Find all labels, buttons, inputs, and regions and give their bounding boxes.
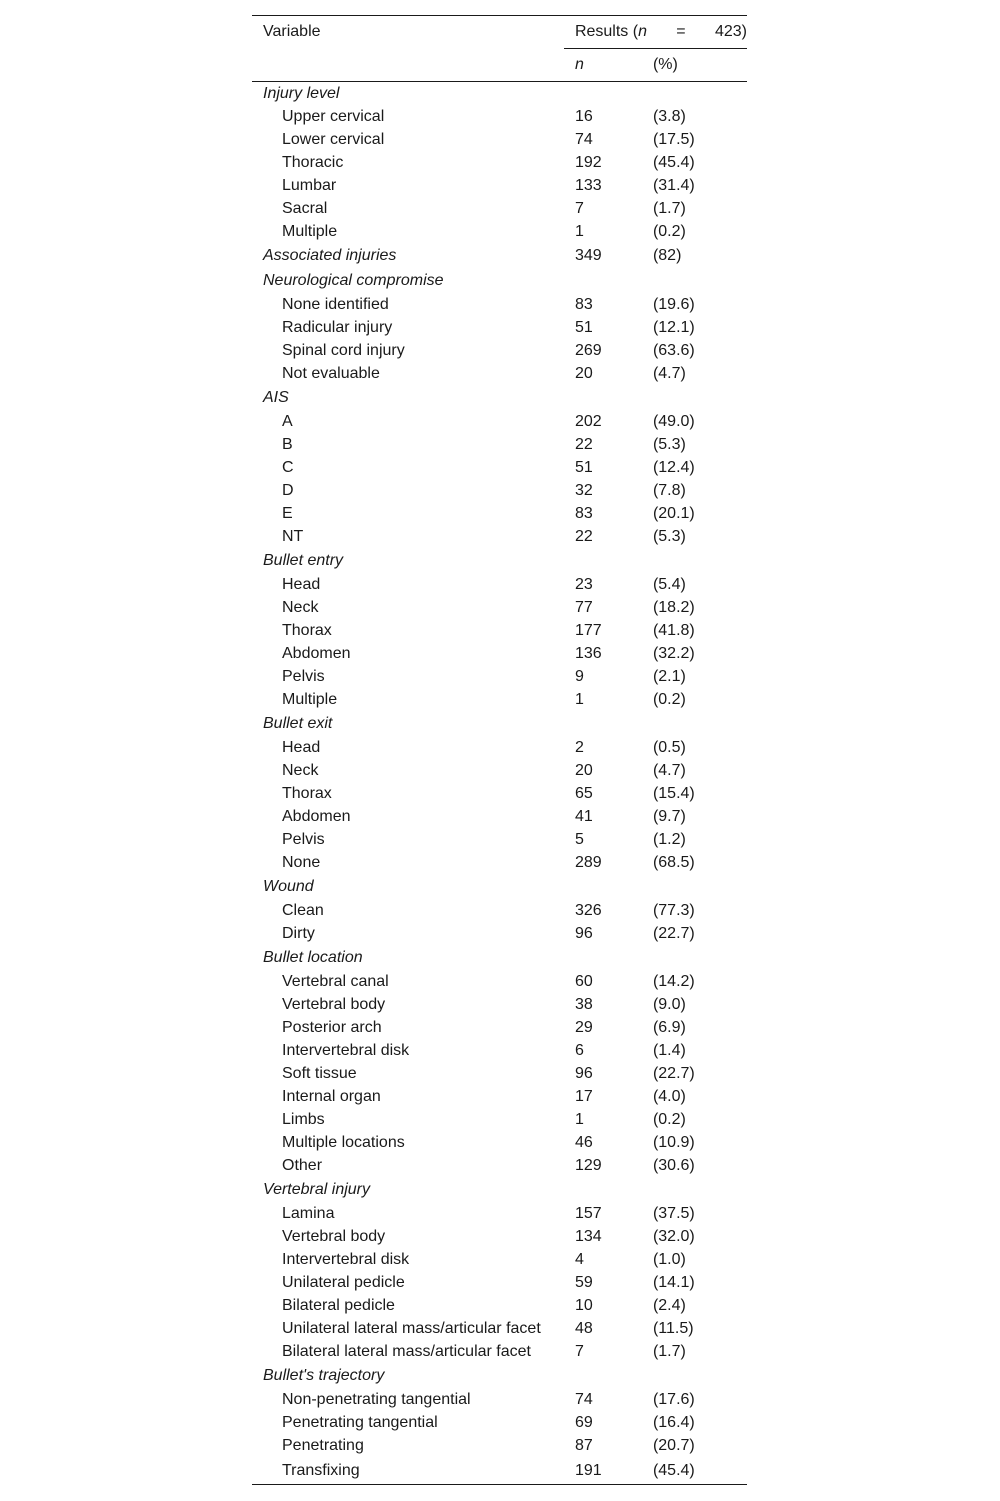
- n-value: 51: [574, 459, 593, 476]
- row-label: Clean: [282, 902, 324, 919]
- row-label: Thoracic: [282, 154, 344, 171]
- category-row: [252, 1178, 747, 1203]
- table-row: [252, 411, 747, 434]
- n-value: [564, 875, 653, 900]
- table-row: [252, 152, 747, 175]
- n-value: 2: [574, 739, 584, 756]
- table-row: [252, 1017, 747, 1040]
- pct-value: (20.1): [652, 505, 695, 522]
- row-label: None: [282, 854, 321, 871]
- table-row: [252, 1086, 747, 1109]
- table-row: [252, 1226, 747, 1249]
- pct-value: (12.1): [652, 319, 695, 336]
- table-row: [252, 1295, 747, 1318]
- n-value: 4: [574, 1251, 584, 1268]
- n-value: [564, 946, 653, 971]
- table-row: [252, 574, 747, 597]
- n-value: 32: [574, 482, 593, 499]
- row-label: Radicular injury: [282, 319, 393, 336]
- category-row: [252, 946, 747, 971]
- n-value: 74: [574, 1391, 593, 1408]
- row-label: Unilateral lateral mass/articular facet: [282, 1320, 541, 1337]
- pct-value: [653, 946, 747, 971]
- table-row: [252, 294, 747, 317]
- table-row: [252, 457, 747, 480]
- pct-value: (4.7): [652, 762, 686, 779]
- pct-value: (22.7): [652, 1065, 695, 1082]
- row-label: Bilateral pedicle: [282, 1297, 395, 1314]
- n-value: [564, 712, 653, 737]
- row-label: NT: [282, 528, 304, 545]
- pct-value: [653, 386, 747, 411]
- pct-value: (19.6): [652, 296, 695, 313]
- row-label: Unilateral pedicle: [282, 1274, 405, 1291]
- pct-value: (0.2): [652, 223, 686, 240]
- pct-value: (15.4): [652, 785, 695, 802]
- pct-value: (10.9): [652, 1134, 695, 1151]
- n-value: [564, 269, 653, 294]
- n-value: [564, 386, 653, 411]
- n-value: 17: [574, 1088, 593, 1105]
- table-row: [252, 1155, 747, 1178]
- n-value: 41: [574, 808, 593, 825]
- row-label: D: [282, 482, 294, 499]
- pct-value: (1.2): [652, 831, 686, 848]
- n-value: 136: [574, 645, 602, 662]
- results-table: [252, 15, 747, 1485]
- table-row: [252, 1389, 747, 1412]
- table-row: [252, 1249, 747, 1272]
- category-row: [252, 269, 747, 294]
- table-row: [252, 198, 747, 221]
- n-value: [564, 549, 653, 574]
- pct-value: [653, 82, 747, 106]
- pct-value: (6.9): [652, 1019, 686, 1036]
- row-label: Lower cervical: [282, 131, 385, 148]
- pct-value: (37.5): [652, 1205, 695, 1222]
- table-row: [252, 317, 747, 340]
- table-row: [252, 175, 747, 198]
- pct-value: (41.8): [652, 622, 695, 639]
- table-row: [252, 1318, 747, 1341]
- row-label: Not evaluable: [282, 365, 380, 382]
- category-label: Bullet entry: [263, 552, 344, 569]
- table-row: [252, 434, 747, 457]
- row-label: Upper cervical: [282, 108, 385, 125]
- pct-value: (0.2): [652, 691, 686, 708]
- n-value: 192: [574, 154, 602, 171]
- n-value: 202: [574, 413, 602, 430]
- category-row: [252, 875, 747, 900]
- category-label: Injury level: [263, 84, 340, 102]
- n-value: 7: [574, 1343, 584, 1360]
- row-label: Thorax: [282, 785, 332, 802]
- pct-value: (16.4): [652, 1414, 695, 1431]
- category-row: [252, 1364, 747, 1389]
- pct-value: (5.4): [652, 576, 686, 593]
- row-label: Abdomen: [282, 645, 351, 662]
- pct-value: (0.5): [652, 739, 686, 756]
- pct-value: (4.7): [652, 365, 686, 382]
- pct-value: [653, 1178, 747, 1203]
- row-label: A: [282, 413, 293, 430]
- variable-header: Variable: [252, 16, 564, 49]
- table-row: [252, 1272, 747, 1295]
- n-value: 5: [574, 831, 584, 848]
- table-row: [252, 971, 747, 994]
- pct-value: (1.0): [652, 1251, 686, 1268]
- n-value: 6: [574, 1042, 584, 1059]
- category-label: Bullet exit: [263, 715, 333, 732]
- n-value: 7: [574, 200, 584, 217]
- pct-value: (5.3): [652, 528, 686, 545]
- row-label: Bilateral lateral mass/articular facet: [282, 1343, 531, 1360]
- row-label: B: [282, 436, 293, 453]
- table-row: [252, 1341, 747, 1364]
- row-label: Transfixing: [252, 1458, 564, 1485]
- n-value: 69: [574, 1414, 593, 1431]
- pct-value: (1.7): [652, 200, 686, 217]
- row-label: Lumbar: [282, 177, 337, 194]
- pct-value: (63.6): [652, 342, 695, 359]
- table-row: [252, 852, 747, 875]
- pct-value: (11.5): [652, 1320, 694, 1337]
- pct-value: (1.4): [652, 1042, 686, 1059]
- table-row: [252, 363, 747, 386]
- pct-value: (3.8): [652, 108, 686, 125]
- pct-value: (4.0): [652, 1088, 686, 1105]
- pct-value: (12.4): [652, 459, 695, 476]
- table-row: [252, 480, 747, 503]
- n-value: 60: [574, 973, 593, 990]
- n-value: [564, 1178, 653, 1203]
- n-value: 20: [574, 365, 593, 382]
- pct-value: (22.7): [652, 925, 695, 942]
- pct-value: (7.8): [652, 482, 686, 499]
- table-body: [252, 82, 747, 1485]
- pct-value: (45.4): [653, 1458, 747, 1485]
- row-label: Vertebral canal: [282, 973, 389, 990]
- table-row: [252, 643, 747, 666]
- table-row: [252, 1132, 747, 1155]
- pct-value: (20.7): [652, 1437, 695, 1454]
- subheader-row: [252, 49, 747, 82]
- row-label: Head: [282, 576, 321, 593]
- n-value: 46: [574, 1134, 593, 1151]
- n-value: 269: [574, 342, 602, 359]
- row-label: Intervertebral disk: [282, 1251, 410, 1268]
- category-label: AIS: [263, 389, 289, 406]
- pct-header: (%): [653, 49, 747, 82]
- table-row: [252, 1412, 747, 1435]
- table-row: [252, 994, 747, 1017]
- n-value: 87: [574, 1437, 593, 1454]
- category-label: Associated injuries: [263, 247, 397, 264]
- n-value: 51: [574, 319, 593, 336]
- n-value: 349: [574, 247, 602, 264]
- row-label: Multiple locations: [282, 1134, 405, 1151]
- n-value: 38: [574, 996, 593, 1013]
- category-row: [252, 82, 747, 106]
- table-row: [252, 1458, 747, 1485]
- table-row: [252, 900, 747, 923]
- row-label: Limbs: [282, 1111, 325, 1128]
- row-label: E: [282, 505, 293, 522]
- n-value: 59: [574, 1274, 593, 1291]
- header-row: [252, 16, 747, 49]
- pct-value: (17.5): [652, 131, 695, 148]
- row-label: Other: [282, 1157, 323, 1174]
- n-value: 326: [574, 902, 602, 919]
- row-label: Head: [282, 739, 321, 756]
- n-value: 129: [574, 1157, 602, 1174]
- pct-value: (0.2): [652, 1111, 686, 1128]
- category-row: [252, 549, 747, 574]
- category-row: [252, 712, 747, 737]
- n-value: 29: [574, 1019, 593, 1036]
- pct-value: (30.6): [652, 1157, 695, 1174]
- table-row: [252, 340, 747, 363]
- row-label: Pelvis: [282, 668, 325, 685]
- n-value: 23: [574, 576, 593, 593]
- n-value: 22: [574, 436, 593, 453]
- pct-value: (49.0): [652, 413, 695, 430]
- n-value: 83: [574, 505, 593, 522]
- category-label: Vertebral injury: [263, 1181, 371, 1198]
- n-value: 22: [574, 528, 593, 545]
- row-label: Vertebral body: [282, 1228, 386, 1245]
- pct-value: (14.1): [652, 1274, 695, 1291]
- row-label: Neck: [282, 762, 319, 779]
- row-label: Spinal cord injury: [282, 342, 405, 359]
- pct-value: (5.3): [652, 436, 686, 453]
- row-label: Dirty: [282, 925, 315, 942]
- row-label: Multiple: [282, 691, 338, 708]
- row-label: Thorax: [282, 622, 332, 639]
- n-value: 96: [574, 1065, 593, 1082]
- table-row: [252, 221, 747, 244]
- n-value: 134: [574, 1228, 602, 1245]
- row-label: Neck: [282, 599, 319, 616]
- pct-value: (31.4): [652, 177, 695, 194]
- row-label: None identified: [282, 296, 389, 313]
- table-row: [252, 1040, 747, 1063]
- row-label: Abdomen: [282, 808, 351, 825]
- pct-value: (2.1): [652, 668, 686, 685]
- n-value: 16: [574, 108, 593, 125]
- pct-value: (14.2): [652, 973, 695, 990]
- n-value: 177: [574, 622, 602, 639]
- table-row: [252, 1435, 747, 1458]
- n-value: 1: [574, 691, 584, 708]
- category-label: Bullet location: [263, 949, 363, 966]
- row-label: Posterior arch: [282, 1019, 382, 1036]
- table-row: [252, 106, 747, 129]
- pct-value: (18.2): [652, 599, 695, 616]
- n-value: 96: [574, 925, 593, 942]
- table-row: [252, 806, 747, 829]
- results-header: Results (n = 423): [564, 16, 747, 49]
- row-label: Penetrating tangential: [282, 1414, 438, 1431]
- n-value: 83: [574, 296, 593, 313]
- pct-value: [653, 1364, 747, 1389]
- table-row: [252, 783, 747, 806]
- pct-value: (32.2): [652, 645, 695, 662]
- row-label: Multiple: [282, 223, 338, 240]
- category-label: Neurological compromise: [263, 272, 444, 289]
- pct-value: (77.3): [652, 902, 695, 919]
- table-row: [252, 526, 747, 549]
- n-value: 289: [574, 854, 602, 871]
- pct-value: [653, 549, 747, 574]
- row-label: Penetrating: [282, 1437, 364, 1454]
- row-label: Lamina: [282, 1205, 335, 1222]
- pct-value: (1.7): [652, 1343, 686, 1360]
- table-row: [252, 923, 747, 946]
- table-row: [252, 1109, 747, 1132]
- table-row: [252, 503, 747, 526]
- n-value: 1: [574, 1111, 584, 1128]
- pct-value: [653, 712, 747, 737]
- n-value: 77: [574, 599, 593, 616]
- n-value: 157: [574, 1205, 602, 1222]
- category-label: Wound: [263, 878, 314, 895]
- table-row: [252, 760, 747, 783]
- n-value: 10: [574, 1297, 593, 1314]
- n-value: 65: [574, 785, 593, 802]
- row-label: Vertebral body: [282, 996, 386, 1013]
- pct-value: (45.4): [652, 154, 695, 171]
- n-value: 133: [574, 177, 602, 194]
- n-value: [564, 1364, 653, 1389]
- category-row: [252, 386, 747, 411]
- n-value: 9: [574, 668, 584, 685]
- table-row: [252, 689, 747, 712]
- pct-value: (17.6): [652, 1391, 695, 1408]
- row-label: Sacral: [282, 200, 328, 217]
- table-row: [252, 666, 747, 689]
- pct-value: (82): [652, 247, 682, 264]
- table-row: [252, 129, 747, 152]
- pct-value: [653, 875, 747, 900]
- n-value: 20: [574, 762, 593, 779]
- row-label: Internal organ: [282, 1088, 381, 1105]
- n-value: [564, 82, 653, 106]
- n-value: 191: [564, 1458, 653, 1485]
- row-label: C: [282, 459, 294, 476]
- table-row: [252, 829, 747, 852]
- n-value: 48: [574, 1320, 593, 1337]
- table-row: [252, 737, 747, 760]
- row-label: Non-penetrating tangential: [282, 1391, 471, 1408]
- pct-value: [653, 269, 747, 294]
- n-header: n: [564, 49, 653, 82]
- pct-value: (68.5): [652, 854, 695, 871]
- category-row: [252, 244, 747, 269]
- row-label: Intervertebral disk: [282, 1042, 410, 1059]
- category-label: Bullet's trajectory: [263, 1367, 385, 1384]
- row-label: Soft tissue: [282, 1065, 357, 1082]
- table-row: [252, 1203, 747, 1226]
- table-row: [252, 1063, 747, 1086]
- pct-value: (2.4): [652, 1297, 686, 1314]
- table-row: [252, 620, 747, 643]
- row-label: Pelvis: [282, 831, 325, 848]
- pct-value: (9.0): [652, 996, 686, 1013]
- n-value: 74: [574, 131, 593, 148]
- table-row: [252, 597, 747, 620]
- pct-value: (9.7): [652, 808, 686, 825]
- n-value: 1: [574, 223, 584, 240]
- pct-value: (32.0): [652, 1228, 695, 1245]
